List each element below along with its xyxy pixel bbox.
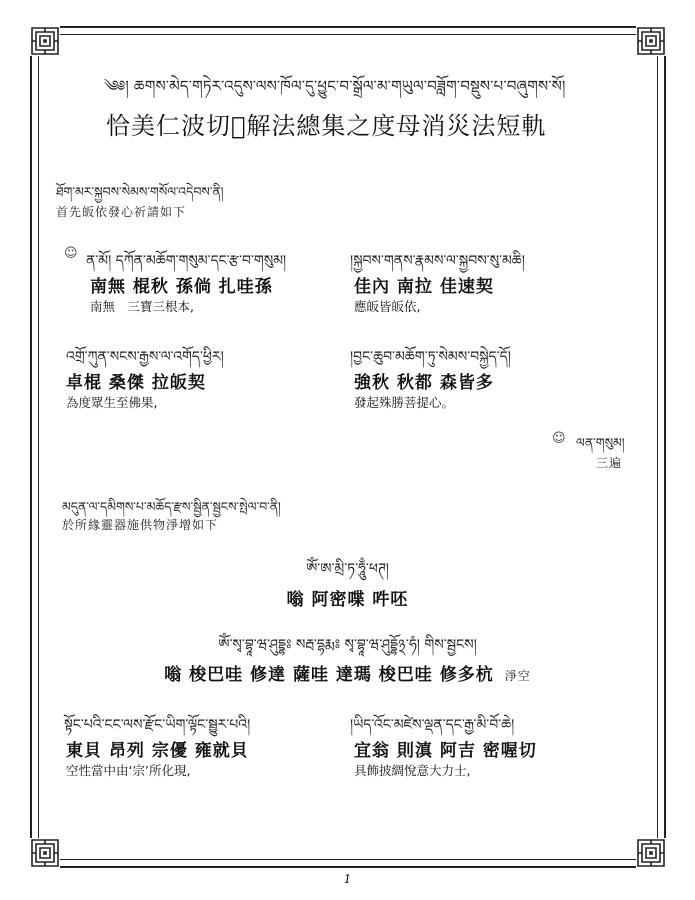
mantra-2-chinese: 嗡 梭巴哇 修達 薩哇 達瑪 梭巴哇 修多杭 <box>164 665 494 685</box>
corner-ornament-bottom-left <box>30 838 60 868</box>
offering-intro-chinese: 於所緣靈器施供物淨增如下 <box>62 518 219 532</box>
verse-2-phonetic: 佳內 南拉 佳速契 <box>354 277 494 297</box>
mantra-2-tibetan: ཨོཾ་སྭ་བྷཱ་ཝ་ཤུདྡྷཿ སརྦ་དྷརྨཿ སྭ་བྷཱ་ཝ་ཤུདྡྷོ྅་ཧཾ། གིས་སྦྱངས། <box>218 637 477 653</box>
corner-ornament-top-right <box>636 26 666 56</box>
verse-4-phonetic: 強秋 秋都 森皆多 <box>354 373 494 393</box>
verse-2-meaning: 應皈皆皈依, <box>354 299 421 314</box>
refuge-intro-tibetan: ཐོག་མར་སྐྱབས་སེམས་གསོལ་འདེབས་ནི། <box>56 184 224 199</box>
mantra-2-line <box>0 660 695 685</box>
verse-5-meaning: 空性當中由‘宗’所化現, <box>66 763 191 778</box>
verse-6-tibetan: །ཡིད་འོང་མཛེས་ལྡན་དང་རྒྱ་མི་བོ་ཆེ། <box>350 717 515 733</box>
offering-intro-tibetan: མདུན་ལ་དམིགས་པ་མཆོད་རྫས་སྦྱིན་སྦྱངས་སྤེལ་བ་ནི། <box>62 499 281 514</box>
tibetan-title: ༄༅། ཆགས་མེད་གཏེར་འདུས་ལས་ཁོལ་དུ་ཕྱུང་བ་སྒྲོལ་མ་གཡུལ་བཟློག་བསྡུས་པ་བཞུགས་སོ། <box>104 77 566 95</box>
syllable-marker-icon: ☺ <box>64 246 78 261</box>
verse-5-phonetic: 東貝 昂列 宗優 雍就貝 <box>66 741 249 761</box>
mantra-2-note: 淨空 <box>504 669 531 683</box>
verse-5-tibetan: སྟོང་པའི་ངང་ལས་རྫོང་ཡིག་ལྟོང་སྦྱུར་པའི། <box>64 717 251 733</box>
verse-4-tibetan: །བྱང་ཆུབ་མཆོག་ཏུ་སེམས་བསྐྱེད་དོ། <box>350 349 511 365</box>
repeat-tibetan: ལན་གསུམ། <box>576 435 625 450</box>
page-number: 1 <box>343 872 352 886</box>
repeat-chinese: 三遍 <box>596 456 623 470</box>
mantra-1-chinese: 嗡 阿密喋 吽呸 <box>286 590 409 610</box>
verse-6-phonetic: 宜翁 則滇 阿吉 密喔切 <box>354 741 537 761</box>
chinese-title: 恰美仁波切𧝥解法總集之度母消災法短軌 <box>106 112 547 140</box>
verse-2-tibetan: །སྐྱབས་གནས་རྣམས་ལ་སྐྱབས་སུ་མཆི། <box>350 253 525 269</box>
verse-3-phonetic: 卓棍 桑傑 拉皈契 <box>66 373 206 393</box>
mantra-1-tibetan: ཨོཾ་ཨ་མྲི་ཏ་ཧཱུྃ་ཕཊ། <box>306 561 389 577</box>
corner-ornament-bottom-right <box>636 838 666 868</box>
verse-6-meaning: 具飾披綢悅意大力士, <box>354 763 471 778</box>
verse-3-tibetan: འགྲོ་ཀུན་སངས་རྒྱས་ལ་འགོད་ཕྱིར། <box>66 349 224 365</box>
verse-3-meaning: 為度眾生至佛果, <box>66 395 158 410</box>
verse-1-tibetan: ན་མོ། དཀོན་མཆོག་གསུམ་དང་རྩ་བ་གསུམ། <box>86 253 287 269</box>
verse-4-meaning: 發起殊勝菩提心。 <box>354 395 455 410</box>
verse-1-meaning: 南無 三寶三根本, <box>90 299 194 314</box>
refuge-intro-chinese: 首先皈依發心祈請如下 <box>56 205 187 219</box>
corner-ornament-top-left <box>30 26 60 56</box>
verse-1-phonetic: 南無 棍秋 孫倘 扎哇孫 <box>90 277 273 297</box>
syllable-marker-icon: ☺ <box>552 431 566 446</box>
